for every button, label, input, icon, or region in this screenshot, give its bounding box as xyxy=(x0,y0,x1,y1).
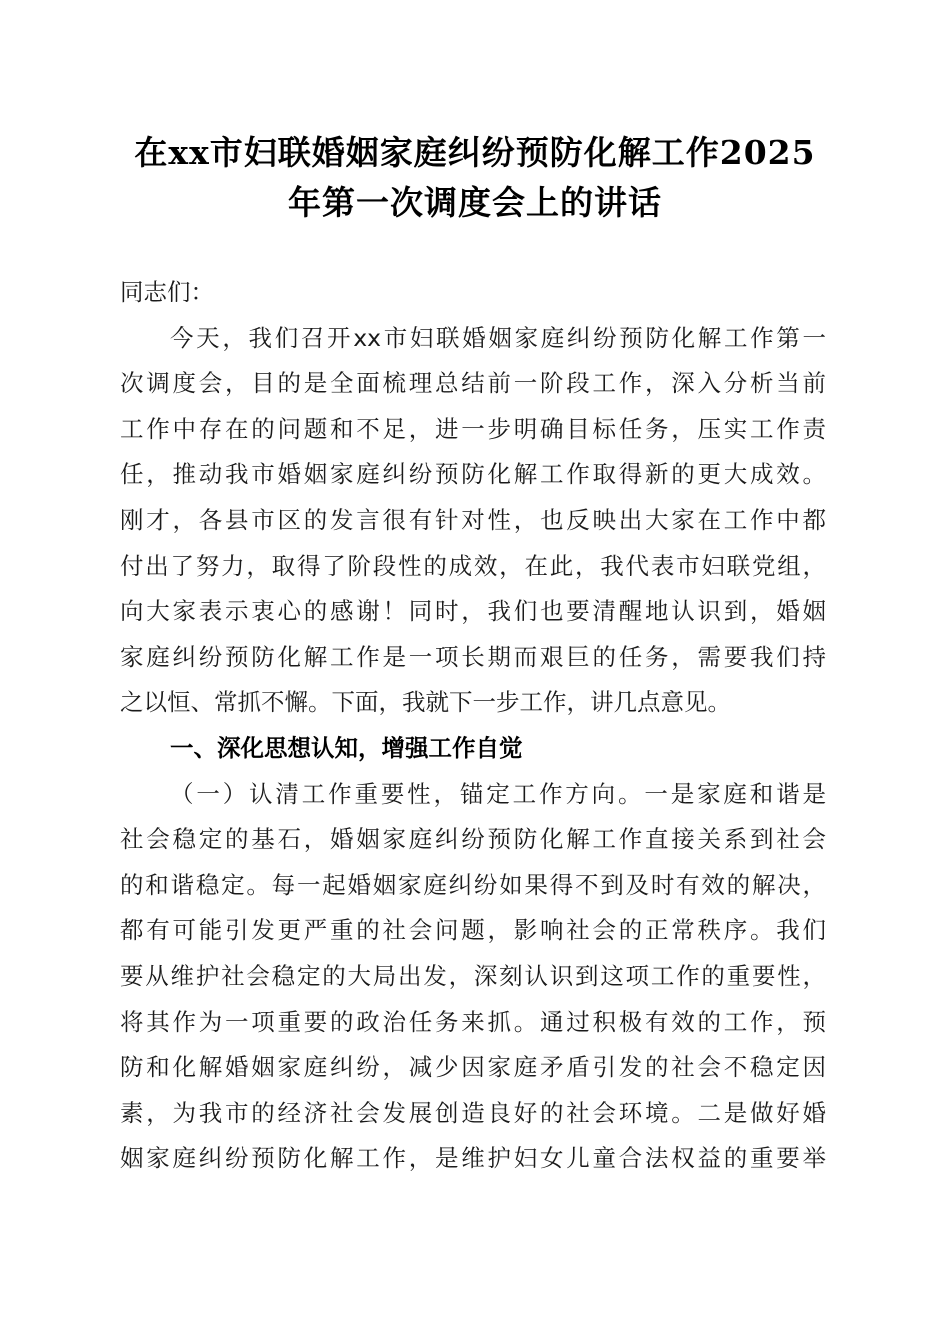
paragraph-line: 姻家庭纠纷预防化解工作，是维护妇女儿童合法权益的重要举 xyxy=(120,1144,826,1173)
paragraph-line: 将其作为一项重要的政治任务来抓。通过积极有效的工作，预 xyxy=(120,1007,826,1036)
salutation: 同志们： xyxy=(120,278,214,306)
paragraph-section-1-1 xyxy=(120,772,826,1182)
paragraph-line: （一）认清工作重要性，锚定工作方向。一是家庭和谐是 xyxy=(170,779,826,808)
paragraph-line: 的和谐稳定。每一起婚姻家庭纠纷如果得不到及时有效的解决， xyxy=(120,870,826,899)
paragraph-line: 防和化解婚姻家庭纠纷，减少因家庭矛盾引发的社会不稳定因 xyxy=(120,1053,826,1082)
paragraph-line: 任，推动我市婚姻家庭纠纷预防化解工作取得新的更大成效。 xyxy=(120,460,826,489)
title-line-2: 年第一次调度会上的讲话 xyxy=(288,183,662,222)
paragraph-line: 之以恒、常抓不懈。下面，我就下一步工作，讲几点意见。 xyxy=(120,688,731,717)
paragraph-line: 家庭纠纷预防化解工作是一项长期而艰巨的任务，需要我们持 xyxy=(120,642,826,671)
paragraph-line: 要从维护社会稳定的大局出发，深刻认识到这项工作的重要性， xyxy=(120,961,826,990)
paragraph-line: 向大家表示衷心的感谢！同时，我们也要清醒地认识到，婚姻 xyxy=(120,597,826,626)
paragraph-line: 工作中存在的问题和不足，进一步明确目标任务，压实工作责 xyxy=(120,414,826,443)
paragraph-line: 付出了努力，取得了阶段性的成效，在此，我代表市妇联党组， xyxy=(120,551,826,580)
document-body xyxy=(120,270,826,1182)
paragraph-line: 素，为我市的经济社会发展创造良好的社会环境。二是做好婚 xyxy=(120,1098,826,1127)
paragraph-line: 社会稳定的基石，婚姻家庭纠纷预防化解工作直接关系到社会 xyxy=(120,825,826,854)
paragraph-opening xyxy=(120,316,826,726)
title-line-1: 在xx市妇联婚姻家庭纠纷预防化解工作2025 xyxy=(134,133,816,172)
document-title xyxy=(100,128,850,228)
paragraph-line: 今天，我们召开xx市妇联婚姻家庭纠纷预防化解工作第一 xyxy=(170,323,826,352)
paragraph-line: 都有可能引发更严重的社会问题，影响社会的正常秩序。我们 xyxy=(120,916,826,945)
section-heading-1: 一、深化思想认知，增强工作自觉 xyxy=(170,733,523,762)
paragraph-line: 次调度会，目的是全面梳理总结前一阶段工作，深入分析当前 xyxy=(120,369,826,398)
paragraph-line: 刚才，各县市区的发言很有针对性，也反映出大家在工作中都 xyxy=(120,505,826,534)
